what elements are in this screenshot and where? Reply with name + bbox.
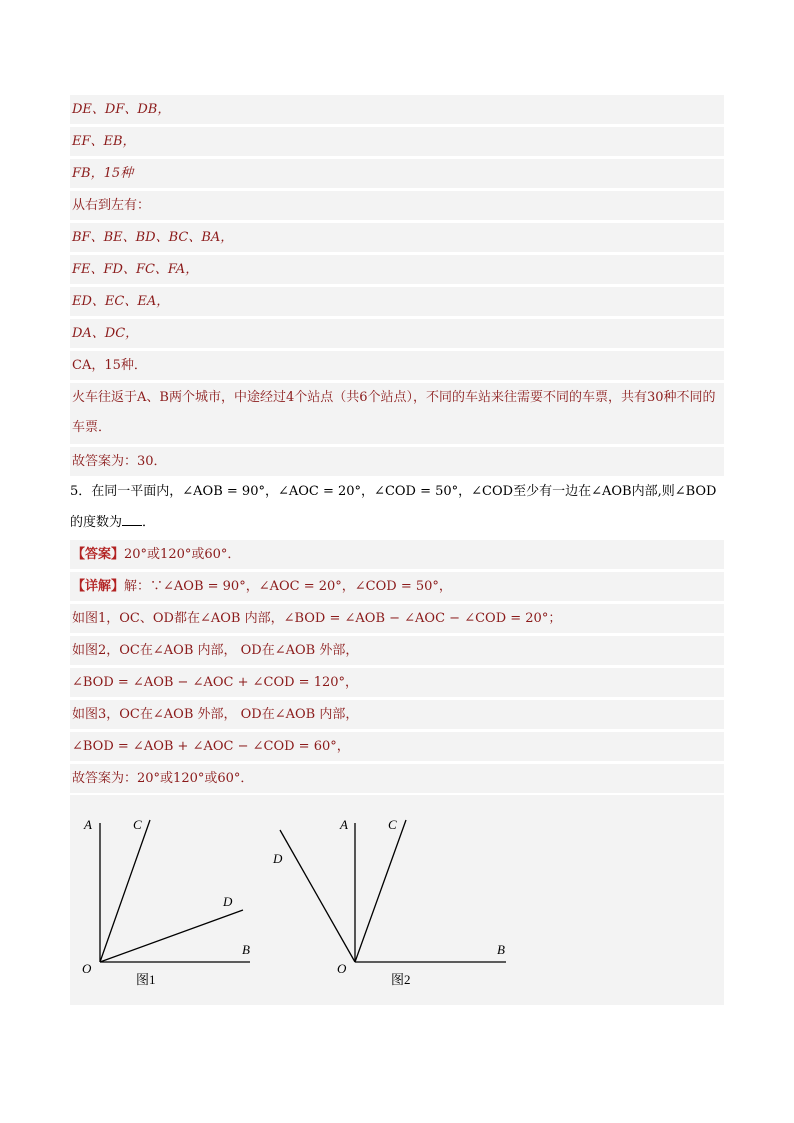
figure-1-caption: 图1	[136, 972, 156, 987]
solution-line: FE、FD、FC、FA，	[70, 255, 724, 284]
solution-line: BF、BE、BD、BC、BA，	[70, 223, 724, 252]
detail-text: 解：∵∠AOB = 90°，∠AOC = 20°，∠COD = 50°，	[124, 579, 452, 594]
solution-line: DE、DF、DB，	[70, 95, 724, 124]
ray-od	[280, 830, 355, 962]
case-line: 如图2，OC在∠AOB 内部， OD在∠AOB 外部，	[70, 636, 724, 665]
label-b: B	[242, 942, 250, 957]
solution-line: 从右到左有：	[70, 191, 724, 220]
case-line: 故答案为：20°或120°或60°．	[70, 764, 724, 793]
case-line: 如图3，OC在∠AOB 外部， OD在∠AOB 内部，	[70, 700, 724, 729]
label-b: B	[497, 942, 505, 957]
case-line: ∠BOD = ∠AOB + ∠AOC − ∠COD = 60°，	[70, 732, 724, 761]
answer-line-5	[70, 540, 724, 569]
ray-oc	[355, 820, 406, 962]
case-line: ∠BOD = ∠AOB − ∠AOC + ∠COD = 120°，	[70, 668, 724, 697]
solution-line: ED、EC、EA，	[70, 287, 724, 316]
answer-line-4: 故答案为：30．	[70, 447, 724, 476]
figure-2-caption: 图2	[391, 972, 411, 987]
answer-blank	[122, 511, 142, 526]
answer-text: 20°或120°或60°．	[124, 547, 241, 562]
detail-tag: 【详解】	[72, 579, 125, 594]
figure-2	[272, 817, 506, 987]
solution-line: FB，15种	[70, 159, 724, 188]
case-line: 如图1，OC、OD都在∠AOB 内部，∠BOD = ∠AOB − ∠AOC − ∠COD = 20°；	[70, 604, 724, 633]
solution-line: EF、EB，	[70, 127, 724, 156]
solution-block-5	[70, 540, 724, 796]
ray-oc	[100, 820, 150, 962]
solution-line: CA，15种．	[70, 351, 724, 380]
question-5-end: ．	[142, 515, 156, 530]
label-o: O	[337, 961, 347, 976]
question-5-text: 5．在同一平面内，∠AOB = 90°，∠AOC = 20°，∠COD = 50°，∠COD至少有一边在∠AOB内部,则∠BOD的度数为	[70, 484, 717, 530]
question-5	[70, 476, 724, 538]
solution-summary: 火车往返于A、B两个城市，中途经过4个站点（共6个站点），不同的车站来往需要不同的车票，共有30种不同的车票．	[70, 383, 724, 444]
answer-tag: 【答案】	[72, 547, 125, 562]
label-a: A	[340, 817, 348, 832]
figure-1	[82, 817, 250, 987]
label-a: A	[84, 817, 92, 832]
ray-od	[100, 910, 243, 962]
solution-line: DA、DC，	[70, 319, 724, 348]
label-d: D	[273, 851, 283, 866]
label-c: C	[133, 817, 142, 832]
label-c: C	[388, 817, 397, 832]
angle-figures	[70, 795, 724, 1005]
label-o: O	[82, 961, 92, 976]
detail-line	[70, 572, 724, 601]
label-d: D	[223, 894, 233, 909]
solution-block-4	[70, 95, 724, 479]
figure-panel	[70, 795, 724, 1005]
